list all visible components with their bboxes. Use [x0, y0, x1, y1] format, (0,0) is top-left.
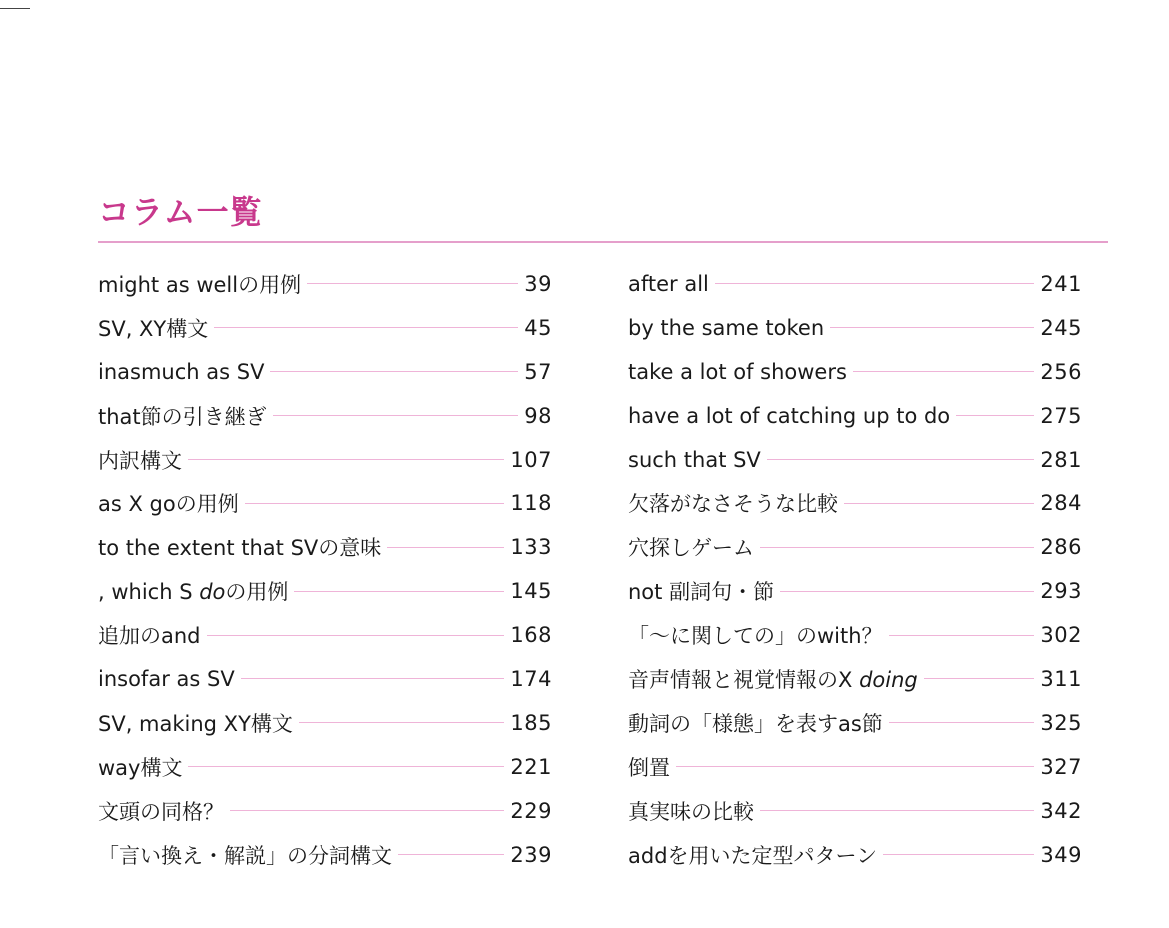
toc-entry-page-number: 293 — [1040, 579, 1082, 604]
toc-entry-page-number: 349 — [1040, 842, 1082, 867]
toc-entry-page-number: 57 — [524, 359, 552, 384]
toc-entry — [628, 306, 1082, 350]
toc-entry — [98, 745, 552, 789]
toc-entry-title: SV, making XY構文 — [98, 711, 293, 736]
toc-entry-title: addを用いた定型パターン — [628, 843, 878, 868]
toc-entry-title: have a lot of catching up to do — [628, 403, 951, 428]
toc-entry-page-number: 145 — [510, 579, 552, 604]
toc-entry — [98, 833, 552, 877]
toc-entry-title: 「～に関しての」のwith？ — [628, 624, 883, 649]
leader-line — [245, 503, 505, 504]
toc-entry-page-number: 107 — [510, 447, 552, 472]
toc-entry-page-number: 286 — [1040, 535, 1082, 560]
leader-line — [387, 547, 504, 548]
leader-line — [207, 635, 505, 636]
leader-line — [853, 371, 1034, 372]
toc-entry-title: 音声情報と視覚情報のX doing — [628, 667, 918, 692]
toc-entry-title: by the same token — [628, 315, 825, 340]
toc-entry-page-number: 229 — [510, 798, 552, 823]
toc-entry-page-number: 185 — [510, 710, 552, 735]
page-title: コラム一覧 — [98, 193, 263, 231]
toc-entry — [98, 306, 552, 350]
toc-entry — [628, 657, 1082, 701]
toc-entry — [628, 569, 1082, 613]
toc-entry-title: as X goの用例 — [98, 492, 239, 517]
toc-entry-page-number: 284 — [1040, 491, 1082, 516]
toc-entry — [628, 701, 1082, 745]
toc-entry-title: inasmuch as SV — [98, 359, 265, 384]
toc-entry — [628, 262, 1082, 306]
toc-entry-title: that節の引き継ぎ — [98, 404, 267, 429]
leader-line — [889, 635, 1035, 636]
toc-entry-page-number: 325 — [1040, 710, 1082, 735]
toc-entry — [628, 745, 1082, 789]
toc-entry-title: 穴探しゲーム — [628, 536, 754, 561]
toc-entry — [98, 525, 552, 569]
leader-line — [273, 415, 519, 416]
toc-entry — [98, 394, 552, 438]
leader-line — [294, 591, 504, 592]
toc-entry — [98, 569, 552, 613]
toc-entry-page-number: 241 — [1040, 271, 1082, 296]
toc-entry — [628, 613, 1082, 657]
toc-entry-page-number: 302 — [1040, 623, 1082, 648]
toc-entry-page-number: 275 — [1040, 403, 1082, 428]
toc-entry-title: 倒置 — [628, 755, 670, 780]
crop-mark — [0, 8, 30, 9]
column-list-left — [98, 262, 552, 876]
toc-entry-title: way構文 — [98, 755, 183, 780]
leader-line — [715, 283, 1035, 284]
toc-entry-page-number: 45 — [524, 315, 552, 340]
leader-line — [188, 459, 504, 460]
leader-line — [956, 415, 1034, 416]
leader-line — [760, 810, 1034, 811]
toc-entry-title: 「言い換え・解説」の分詞構文 — [98, 843, 392, 868]
leader-line — [830, 327, 1034, 328]
toc-entry-page-number: 239 — [510, 842, 552, 867]
toc-entry-title: 文頭の同格？ — [98, 799, 224, 824]
leader-line — [844, 503, 1034, 504]
leader-line — [230, 810, 504, 811]
toc-entry — [628, 438, 1082, 482]
toc-entry-page-number: 174 — [510, 666, 552, 691]
toc-entry — [98, 438, 552, 482]
toc-entry-page-number: 221 — [510, 754, 552, 779]
toc-entry — [628, 481, 1082, 525]
toc-entry — [98, 657, 552, 701]
toc-entry-title: 内訳構文 — [98, 448, 182, 473]
leader-line — [307, 283, 518, 284]
toc-entry-title: not 副詞句・節 — [628, 580, 775, 605]
leader-line — [299, 722, 505, 723]
toc-entry-title: SV, XY構文 — [98, 316, 209, 341]
toc-entry-title: 追加のand — [98, 624, 201, 649]
leader-line — [883, 854, 1034, 855]
leader-line — [214, 327, 518, 328]
leader-line — [780, 591, 1034, 592]
toc-entry — [628, 833, 1082, 877]
leader-line — [270, 371, 518, 372]
toc-entry-title: 動詞の「様態」を表すas節 — [628, 711, 883, 736]
toc-entry-title: to the extent that SVの意味 — [98, 536, 382, 561]
toc-entry-page-number: 256 — [1040, 359, 1082, 384]
toc-entry-title: might as wellの用例 — [98, 272, 302, 297]
toc-entry — [98, 789, 552, 833]
leader-line — [767, 459, 1035, 460]
toc-entry-title: , which S doの用例 — [98, 580, 289, 605]
title-rule — [98, 241, 1108, 243]
toc-entry-page-number: 281 — [1040, 447, 1082, 472]
toc-entry — [98, 350, 552, 394]
column-list-right — [628, 262, 1082, 876]
toc-entry — [98, 481, 552, 525]
leader-line — [924, 678, 1035, 679]
toc-entry-page-number: 133 — [510, 535, 552, 560]
leader-line — [398, 854, 504, 855]
toc-entry-page-number: 118 — [510, 491, 552, 516]
toc-entry-title: 欠落がなさそうな比較 — [628, 492, 838, 517]
toc-entry-page-number: 98 — [524, 403, 552, 428]
toc-entry-title: take a lot of showers — [628, 359, 847, 384]
toc-entry — [98, 613, 552, 657]
toc-entry — [628, 394, 1082, 438]
toc-entry-page-number: 168 — [510, 623, 552, 648]
toc-entry-page-number: 327 — [1040, 754, 1082, 779]
toc-entry — [98, 701, 552, 745]
leader-line — [676, 766, 1034, 767]
leader-line — [188, 766, 504, 767]
leader-line — [889, 722, 1035, 723]
toc-entry-page-number: 39 — [524, 271, 552, 296]
toc-entry-page-number: 342 — [1040, 798, 1082, 823]
leader-line — [241, 678, 505, 679]
toc-entry-title: insofar as SV — [98, 666, 235, 691]
toc-entry — [98, 262, 552, 306]
toc-entry — [628, 789, 1082, 833]
leader-line — [760, 547, 1034, 548]
toc-entry — [628, 350, 1082, 394]
toc-entry-page-number: 245 — [1040, 315, 1082, 340]
toc-entry-page-number: 311 — [1040, 666, 1082, 691]
toc-entry — [628, 525, 1082, 569]
toc-entry-title: such that SV — [628, 447, 761, 472]
toc-entry-title: 真実味の比較 — [628, 799, 754, 824]
toc-entry-title: after all — [628, 271, 709, 296]
